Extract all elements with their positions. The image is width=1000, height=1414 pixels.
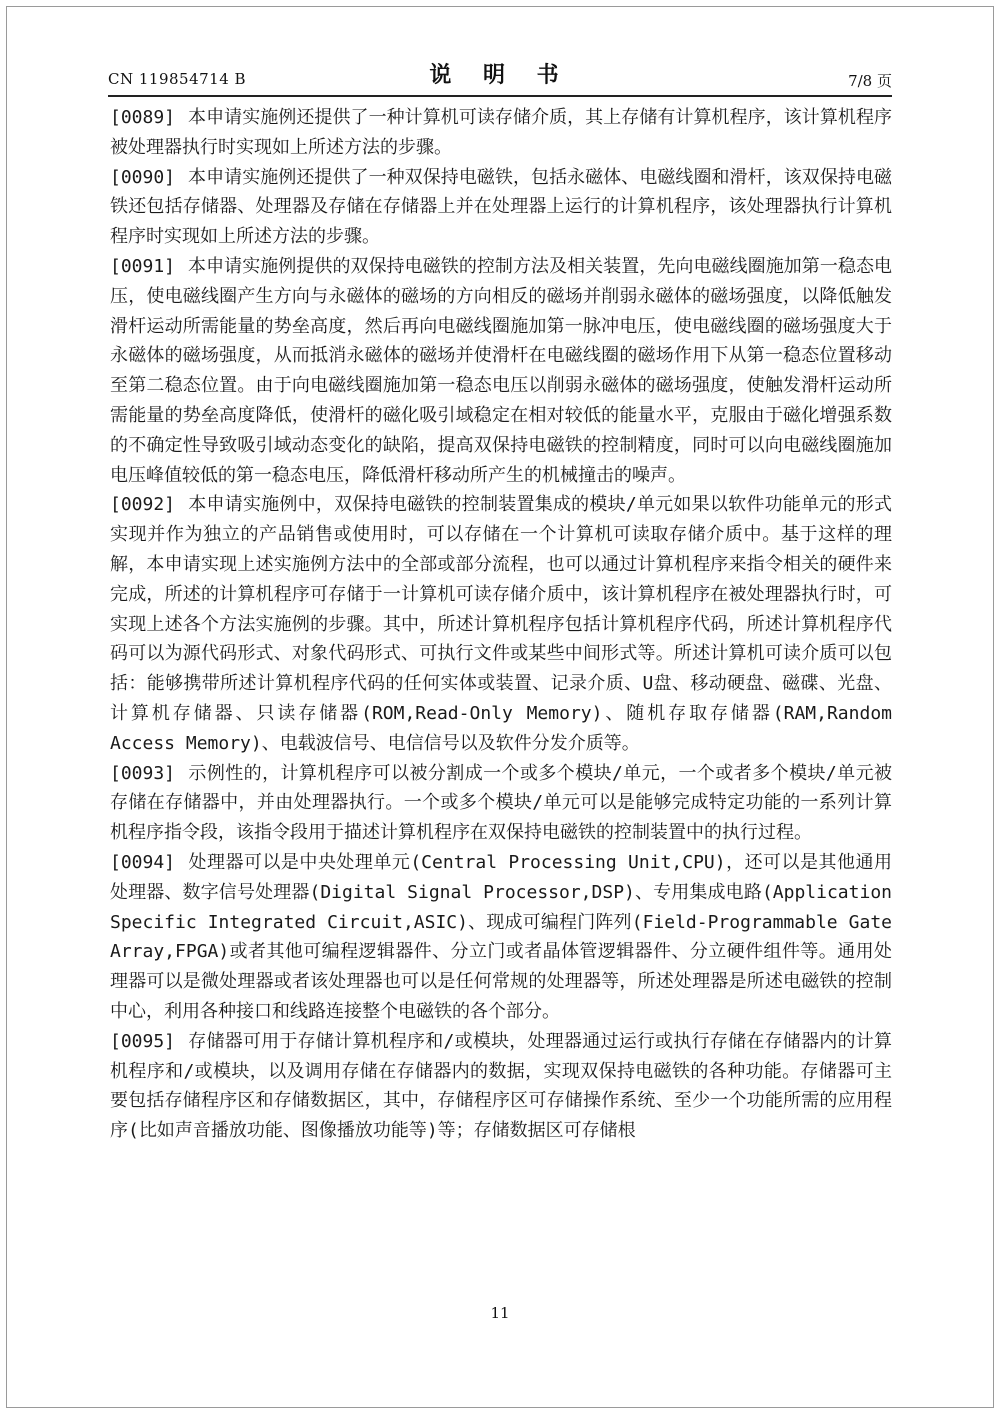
- paragraph-number: [0091]: [110, 255, 176, 277]
- paragraph-number: [0094]: [110, 851, 176, 873]
- document-body: [110, 103, 892, 1146]
- document-title: 说 明 书: [429, 62, 571, 88]
- paragraph-number: [0095]: [110, 1030, 176, 1052]
- paragraph-text: 本申请实施例中，双保持电磁铁的控制装置集成的模块/单元如果以软件功能单元的形式实现并作为独立的产品销售或使用时，可以存储在一个计算机可读取存储介质中。基于这样的理解，本申请实现上述实施例方法中的全部或部分流程，也可以通过计算机程序来指令相关的硬件来完成，所述的计算机程序可存储于一计算机可读存储介质中，该计算机程序在被处理器执行时，可实现上述各个方法实施例的步骤。其中，所述计算机程序包括计算机程序代码，所述计算机程序代码可以为源代码形式、对象代码形式、可执行文件或某些中间形式等。所述计算机可读介质可以包括：能够携带所述计算机程序代码的任何实体或装置、记录介质、U盘、移动硬盘、磁碟、光盘、计算机存储器、只读存储器(ROM,Read-Only Memory)、随机存取存储器(RAM,Random Access Memory)、电载波信号、电信信号以及软件分发介质等。: [110, 494, 892, 754]
- paragraph-text: 本申请实施例还提供了一种双保持电磁铁，包括永磁体、电磁线圈和滑杆，该双保持电磁铁还包括存储器、处理器及存储在存储器上并在处理器上运行的计算机程序，该处理器执行计算机程序时实现如上所述方法的步骤。: [110, 166, 892, 248]
- patent-number: CN 119854714 B: [108, 70, 247, 88]
- page-indicator: 7/8 页: [848, 72, 892, 90]
- paragraph-0089: [110, 103, 892, 163]
- paragraph-text: 本申请实施例提供的双保持电磁铁的控制方法及相关装置，先向电磁线圈施加第一稳态电压，使电磁线圈产生方向与永磁体的磁场的方向相反的磁场并削弱永磁体的磁场强度，以降低触发滑杆运动所需能量的势垒高度，然后再向电磁线圈施加第一脉冲电压，使电磁线圈的磁场强度大于永磁体的磁场强度，从而抵消永磁体的磁场并使滑杆在电磁线圈的磁场作用下从第一稳态位置移动至第二稳态位置。由于向电磁线圈施加第一稳态电压以削弱永磁体的磁场强度，使触发滑杆运动所需能量的势垒高度降低，使滑杆的磁化吸引域稳定在相对较低的能量水平，克服由于磁化增强系数的不确定性导致吸引域动态变化的缺陷，提高双保持电磁铁的控制精度，同时可以向电磁线圈施加电压峰值较低的第一稳态电压，降低滑杆移动所产生的机械撞击的噪声。: [110, 255, 892, 486]
- paragraph-0092: [110, 490, 892, 758]
- header-divider: [108, 95, 892, 97]
- paragraph-number: [0092]: [110, 494, 176, 516]
- paragraph-text: 示例性的，计算机程序可以被分割成一个或多个模块/单元，一个或者多个模块/单元被存储在存储器中，并由处理器执行。一个或多个模块/单元可以是能够完成特定功能的一系列计算机程序指令段，该指令段用于描述计算机程序在双保持电磁铁的控制装置中的执行过程。: [110, 762, 892, 844]
- paragraph-0091: [110, 252, 892, 490]
- paragraph-0090: [110, 163, 892, 252]
- paragraph-text: 处理器可以是中央处理单元(Central Processing Unit,CPU)，还可以是其他通用处理器、数字信号处理器(Digital Signal Processor,DSP)、专用集成电路(Application Specific Integrated Circuit,ASIC)、现成可编程门阵列(Field-Programmable Gate Array,FPGA)或者其他可编程逻辑器件、分立门或者晶体管逻辑器件、分立硬件组件等。通用处理器可以是微处理器或者该处理器也可以是任何常规的处理器等，所述处理器是所述电磁铁的控制中心，利用各种接口和线路连接整个电磁铁的各个部分。: [110, 851, 892, 1022]
- paragraph-number: [0089]: [110, 107, 176, 128]
- paragraph-0095: [110, 1027, 892, 1146]
- paragraph-number: [0090]: [110, 166, 176, 188]
- page-header: [108, 62, 892, 96]
- paragraph-0094: [110, 848, 892, 1027]
- paragraph-text: 本申请实施例还提供了一种计算机可读存储介质，其上存储有计算机程序，该计算机程序被处理器执行时实现如上所述方法的步骤。: [110, 107, 892, 158]
- paragraph-number: [0093]: [110, 762, 176, 784]
- paragraph-text: 存储器可用于存储计算机程序和/或模块，处理器通过运行或执行存储在存储器内的计算机程序和/或模块，以及调用存储在存储器内的数据，实现双保持电磁铁的各种功能。存储器可主要包括存储程序区和存储数据区，其中，存储程序区可存储操作系统、至少一个功能所需的应用程序(比如声音播放功能、图像播放功能等)等；存储数据区可存储根: [110, 1030, 892, 1142]
- paragraph-0093: [110, 759, 892, 848]
- page-number: 11: [490, 1304, 510, 1322]
